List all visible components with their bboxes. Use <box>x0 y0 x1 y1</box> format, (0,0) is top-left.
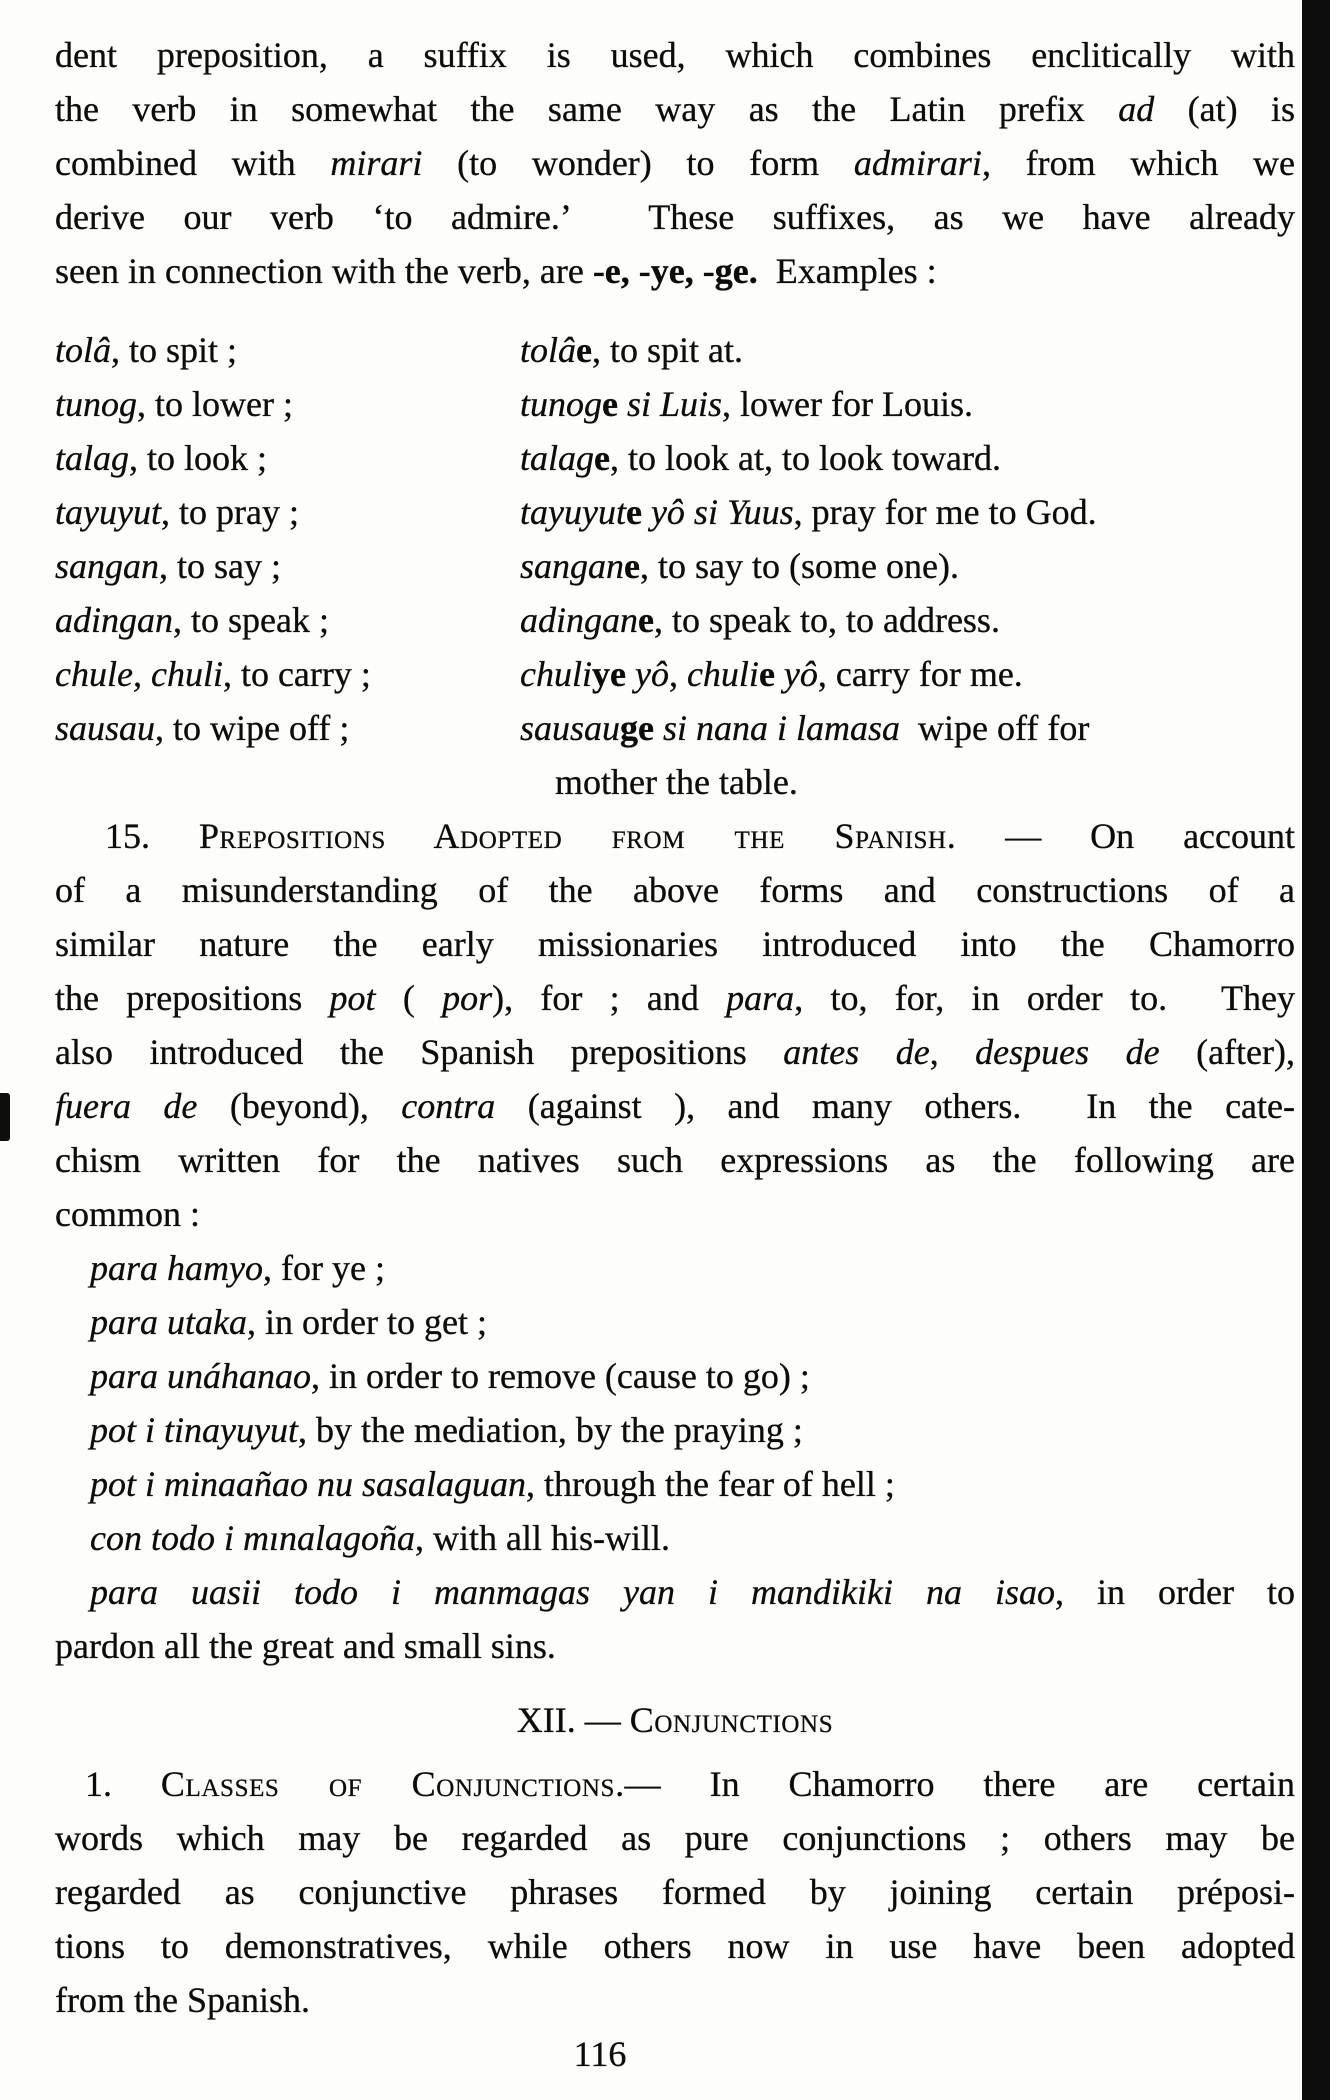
text-run: 15. <box>105 816 199 856</box>
text-run-b: e <box>594 438 610 478</box>
text-run <box>654 708 663 748</box>
text-line <box>55 863 1295 917</box>
text-run: (to wonder) to form <box>422 143 854 183</box>
text-run: wipe off for <box>900 708 1090 748</box>
text-line <box>55 1403 1295 1457</box>
text-line <box>55 190 1295 244</box>
text-run: , to say ; <box>159 546 282 586</box>
paragraph-suffix-continuation <box>55 28 1295 298</box>
example-row <box>55 539 1295 593</box>
text-run: , to look at, to look toward. <box>610 438 1001 478</box>
text-run: — In Chamorro there are certain <box>624 1764 1296 1804</box>
text-run: , in order to <box>1055 1572 1295 1612</box>
text-run-b: e <box>624 546 640 586</box>
text-run-i: chuli <box>520 654 592 694</box>
text-run: , pray for me to God. <box>793 492 1097 532</box>
paragraph-section-15-prepositions <box>55 809 1295 1241</box>
text-run-b: e <box>576 330 592 370</box>
scan-mark-artifact <box>0 1093 10 1141</box>
text-run: derive our verb ‘to admire.’ These suffixes, as we have already <box>55 197 1295 237</box>
text-run: XII. — <box>516 1700 630 1740</box>
example-cell <box>55 701 349 755</box>
text-run-i: pot i tinayuyut <box>90 1410 298 1450</box>
example-cell <box>55 593 329 647</box>
example-cell <box>520 593 1000 647</box>
text-run-b: e <box>638 600 654 640</box>
text-line <box>55 28 1295 82</box>
text-run: common : <box>55 1194 200 1234</box>
text-run-b: e <box>625 492 642 532</box>
text-run-i: yô <box>783 654 818 694</box>
text-run-i: chule, chuli <box>55 654 223 694</box>
text-run: , by the mediation, by the praying ; <box>297 1410 803 1450</box>
text-line <box>55 1973 1295 2027</box>
text-run: Examples : <box>757 251 937 291</box>
example-cell <box>520 485 1097 539</box>
text-run-i: ad <box>1118 89 1155 129</box>
text-run: — On account <box>956 816 1296 856</box>
text-run-sc: Classes of Conjunctions. <box>160 1764 625 1804</box>
page-content <box>55 28 1295 2081</box>
text-run <box>626 654 635 694</box>
text-run-i: adingan <box>520 600 639 640</box>
text-run: , to pray ; <box>160 492 299 532</box>
page-number: 116 <box>573 2034 627 2074</box>
text-run: 1. <box>85 1764 161 1804</box>
text-line <box>55 1025 1295 1079</box>
text-run: similar nature the early missionaries introduced into the Chamorro <box>55 924 1295 964</box>
text-run: , lower for Louis. <box>722 384 973 424</box>
text-run-i: admirari <box>853 143 982 183</box>
text-run: (beyond), <box>197 1086 402 1126</box>
text-run-i: tunog <box>520 384 603 424</box>
text-run-b: e <box>602 384 618 424</box>
text-run: also introduced the Spanish prepositions <box>55 1032 784 1072</box>
text-line <box>55 1811 1295 1865</box>
text-run: , to speak to, to address. <box>654 600 1000 640</box>
text-line <box>55 755 1295 809</box>
text-run: the verb in somewhat the same way as the Latin prefix <box>55 89 1119 129</box>
text-run-i: contra <box>401 1086 496 1126</box>
example-cell <box>520 323 743 377</box>
text-run-i: para uasii todo i manmagas yan i mandikiki na isao <box>90 1572 1056 1612</box>
text-run-i: yô <box>634 654 669 694</box>
text-run: , to, for, in order to. They <box>794 978 1295 1018</box>
text-run-i: sausau <box>520 708 621 748</box>
text-line <box>55 1187 1295 1241</box>
text-run-i: mirari <box>330 143 423 183</box>
text-run: , to spit at. <box>592 330 743 370</box>
text-run-i: tolâ <box>520 330 577 370</box>
example-cell <box>520 701 1089 755</box>
text-run-b: ge <box>620 708 655 748</box>
text-line <box>55 1693 1295 1747</box>
example-row <box>55 323 1295 377</box>
text-run: , for ye ; <box>263 1248 385 1288</box>
text-run: , through the fear of hell ; <box>526 1464 895 1504</box>
example-row <box>55 485 1295 539</box>
text-run: chism written for the natives such expressions as the following are <box>55 1140 1295 1180</box>
text-run-b: ye <box>591 654 626 694</box>
text-run-i: talag <box>55 438 130 478</box>
example-cell <box>55 377 293 431</box>
text-line <box>55 917 1295 971</box>
text-run-i: chuli <box>686 654 759 694</box>
text-run-i: talag <box>520 438 595 478</box>
text-run: , to carry ; <box>222 654 371 694</box>
text-run-i: despues de <box>975 1032 1160 1072</box>
example-cell <box>55 323 237 377</box>
text-run-i: para <box>726 978 795 1018</box>
example-cell <box>520 647 1023 701</box>
text-run: , to speak ; <box>173 600 329 640</box>
text-line <box>55 1241 1295 1295</box>
text-run-b: e <box>758 654 775 694</box>
text-run-sc: Conjunctions <box>629 1700 834 1740</box>
text-run: , to lower ; <box>137 384 293 424</box>
text-run: of a misunderstanding of the above forms and constructions of a <box>55 870 1295 910</box>
text-run: ( <box>375 978 443 1018</box>
example-row <box>55 431 1295 485</box>
text-line <box>55 82 1295 136</box>
example-cell <box>55 539 281 593</box>
catechism-expression-list <box>55 1241 1295 1673</box>
section-heading-conjunctions <box>55 1693 1295 1747</box>
text-run: , to spit ; <box>111 330 238 370</box>
text-run-i: pot i minaañao nu sasalaguan <box>90 1464 527 1504</box>
text-line <box>55 1133 1295 1187</box>
text-run: seen in connection with the verb, are <box>55 251 593 291</box>
text-line <box>55 1295 1295 1349</box>
text-run-i: si nana i lamasa <box>663 708 901 748</box>
text-run: , carry for me. <box>817 654 1023 694</box>
text-run <box>642 492 651 532</box>
example-cell <box>55 485 299 539</box>
text-run: pardon all the great and small sins. <box>55 1626 556 1666</box>
text-run: , <box>668 654 687 694</box>
text-line <box>55 1079 1295 1133</box>
example-row <box>55 377 1295 431</box>
text-run-i: tolâ <box>55 330 112 370</box>
text-line <box>55 1757 1295 1811</box>
text-run <box>618 384 627 424</box>
example-row <box>55 647 1295 701</box>
text-run-i: si Luis <box>627 384 723 424</box>
text-run-i: adingan <box>55 600 174 640</box>
text-run-i: fuera de <box>55 1086 198 1126</box>
text-run <box>775 654 784 694</box>
text-run-i: tayuyut <box>55 492 161 532</box>
text-run: dent preposition, a suffix is used, which combines enclitically with <box>55 35 1295 75</box>
text-line <box>55 1565 1295 1619</box>
text-run: words which may be regarded as pure conjunctions ; others may be <box>55 1818 1295 1858</box>
example-cell <box>55 647 371 701</box>
text-line <box>55 1457 1295 1511</box>
text-line <box>55 136 1295 190</box>
text-run-i: con todo i mınalagoña <box>90 1518 415 1558</box>
text-run-i: para unáhanao <box>90 1356 312 1396</box>
text-run-i: para hamyo <box>90 1248 263 1288</box>
text-run: the prepositions <box>55 978 330 1018</box>
text-run-i: para utaka <box>90 1302 247 1342</box>
scan-edge-artifact <box>1302 0 1330 2100</box>
example-row <box>55 593 1295 647</box>
text-run: , in order to remove (cause to go) ; <box>311 1356 810 1396</box>
text-line <box>55 1865 1295 1919</box>
text-line <box>55 971 1295 1025</box>
text-run-i: yô si Yuus <box>650 492 794 532</box>
example-cell <box>520 539 959 593</box>
text-run-i: tunog <box>55 384 138 424</box>
text-run: regarded as conjunctive phrases formed by joining certain préposi- <box>55 1872 1295 1912</box>
text-line <box>55 1919 1295 1973</box>
text-run-i: por <box>442 978 493 1018</box>
text-run: mother the table. <box>555 762 798 802</box>
text-line <box>55 809 1295 863</box>
text-run: (against ), and many others. In the cate- <box>495 1086 1296 1126</box>
text-run: , with all his-will. <box>414 1518 670 1558</box>
text-line <box>55 244 1295 298</box>
example-cell <box>520 377 973 431</box>
text-run: tions to demonstratives, while others now in use have been adopted <box>55 1926 1295 1966</box>
text-run: , to say to (some one). <box>640 546 959 586</box>
text-line <box>55 1349 1295 1403</box>
text-run-i: sangan <box>55 546 160 586</box>
example-row <box>55 701 1295 755</box>
text-run-b: -e, -ye, -ge. <box>592 251 758 291</box>
text-run-i: pot <box>329 978 376 1018</box>
text-run-i: tayuyut <box>520 492 626 532</box>
text-run: combined with <box>55 143 331 183</box>
text-line <box>55 1511 1295 1565</box>
text-run: , from which we <box>981 143 1295 183</box>
example-cell <box>55 431 267 485</box>
example-cell <box>520 431 1001 485</box>
text-run-sc: Prepositions Adopted from the Spanish. <box>198 816 957 856</box>
text-run: ), for ; and <box>492 978 727 1018</box>
text-run: , to wipe off ; <box>155 708 350 748</box>
text-run: (after), <box>1159 1032 1295 1072</box>
text-run-i: antes de <box>783 1032 930 1072</box>
text-run: , to look ; <box>129 438 268 478</box>
text-run: (at) is <box>1154 89 1295 129</box>
text-run-i: sangan <box>520 546 625 586</box>
text-line <box>55 1619 1295 1673</box>
text-run: , in order to get ; <box>247 1302 487 1342</box>
paragraph-classes-of-conjunctions <box>55 1757 1295 2027</box>
text-run-i: sausau <box>55 708 156 748</box>
text-run: from the Spanish. <box>55 1980 310 2020</box>
text-run: , <box>929 1032 976 1072</box>
suffix-example-list <box>55 323 1295 809</box>
